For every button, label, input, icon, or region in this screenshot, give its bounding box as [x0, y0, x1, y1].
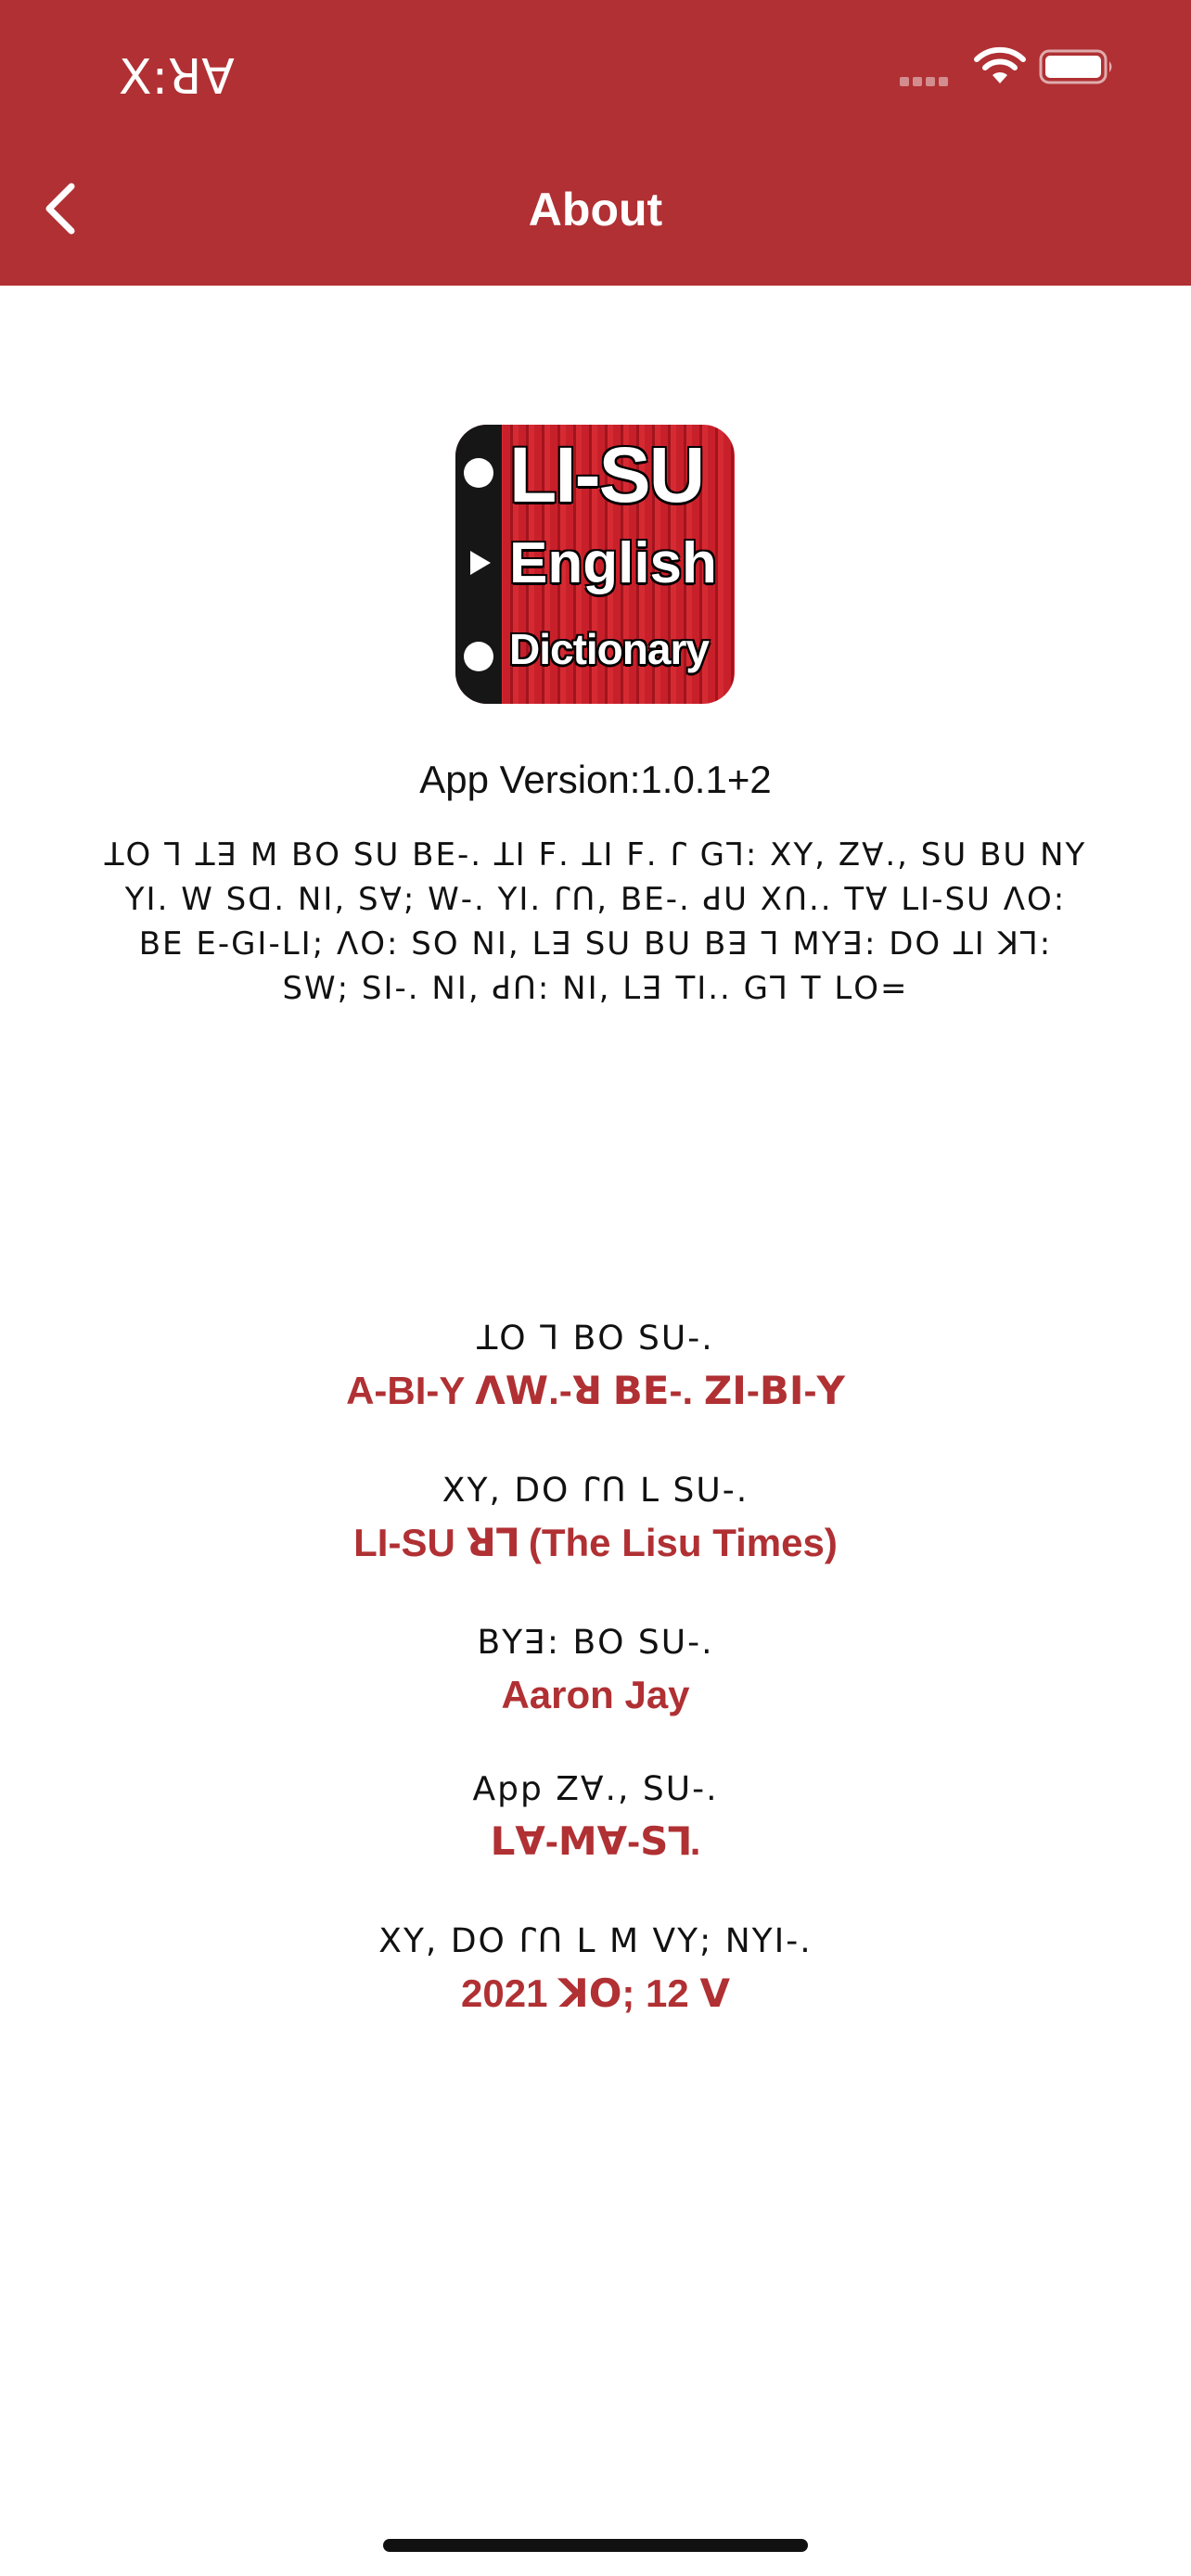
- credit-item: [0, 1918, 1191, 2021]
- credit-label: App ꓜꓯ., ꓢꓴ-.: [472, 1770, 719, 1808]
- credit-label: ꓐꓬꓱ: ꓐꓳ ꓢꓴ-.: [477, 1624, 714, 1662]
- signal-icon: [900, 74, 955, 83]
- app-description: ꓕꓳ ꓶ ꓕꓱ ꓟ ꓐꓳ ꓢꓴ ꓐꓰ-. ꓕꓲ ꓝ. ꓕꓲ ꓝ. ꓩ ꓖꓶ: ꓫꓬ, ꓜꓯ., ꓢꓴ ꓐꓴ ꓠꓬ ꓬꓲ. ꓪ ꓢꓷ. ꓠꓲ, ꓢꓯ; ꓪ-. ꓬꓲ. ꓩꓵ, ꓐꓰ-. ꓒꓴ ꓫꓵ.. ꓔꓯ ꓡꓲ-ꓢꓴ ꓥꓳ: ꓐꓰ ꓰ-ꓖꓲ-ꓡꓲ; ꓥꓳ: ꓢꓳ ꓠꓲ, ꓡꓱ ꓢꓴ ꓐꓴ ꓐꓱ ꓶ ꓟꓬꓱ: ꓓꓳ ꓕꓲ ꓘꓶ: ꓢꓪ; ꓢꓲ-. ꓠꓲ, ꓒꓵ: ꓠꓲ, ꓡꓱ ꓔꓲ.. ꓖꓶ ꓔ ꓡꓳ=: [104, 836, 1087, 1007]
- credit-value: Aaron Jay: [501, 1673, 690, 1716]
- app-bar: [0, 0, 1191, 286]
- wifi-icon: [972, 46, 1028, 87]
- logo-dot: [464, 642, 493, 671]
- credit-label: ꓕꓳ ꓶ ꓐꓳ ꓢꓴ-.: [477, 1320, 714, 1358]
- play-icon: [468, 549, 493, 577]
- app-logo: [455, 425, 735, 704]
- credit-value: ꓡꓯ-ꓟꓯ-ꓢꓶ.: [490, 1819, 701, 1863]
- credit-item: [0, 1467, 1191, 1571]
- battery-icon: [1039, 48, 1117, 85]
- status-time: ꓫ:ꓤꓯ: [119, 50, 235, 106]
- credit-item: [0, 1619, 1191, 1723]
- credit-item: [0, 1766, 1191, 1869]
- credit-value: LI-SU ꓤꓶ (The Lisu Times): [353, 1521, 838, 1564]
- logo-line-3: Dictionary: [509, 625, 709, 673]
- logo-line-2: English: [509, 531, 717, 595]
- credit-value: 2021 ꓘꓳ; 12 ꓦ: [461, 1971, 730, 2015]
- credit-value: A-BI-Y ꓥꓪ.-ꓤ ꓐꓰ-. ꓜꓲ-ꓐꓲ-ꓬ: [346, 1369, 845, 1412]
- page-title: About: [528, 184, 663, 236]
- credit-label: ꓫꓬ, ꓓꓳ ꓩꓵ ꓡ ꓢꓴ-.: [442, 1472, 749, 1510]
- app-version: App Version:1.0.1+2: [419, 758, 772, 801]
- logo-dot: [464, 458, 493, 488]
- home-indicator[interactable]: [383, 2539, 808, 2552]
- logo-line-1: LI-SU: [509, 431, 704, 518]
- credit-label: ꓫꓬ, ꓓꓳ ꓩꓵ ꓡ ꓟ ꓦꓬ; ꓠꓬꓲ-.: [378, 1922, 813, 1960]
- credit-item: [0, 1315, 1191, 1419]
